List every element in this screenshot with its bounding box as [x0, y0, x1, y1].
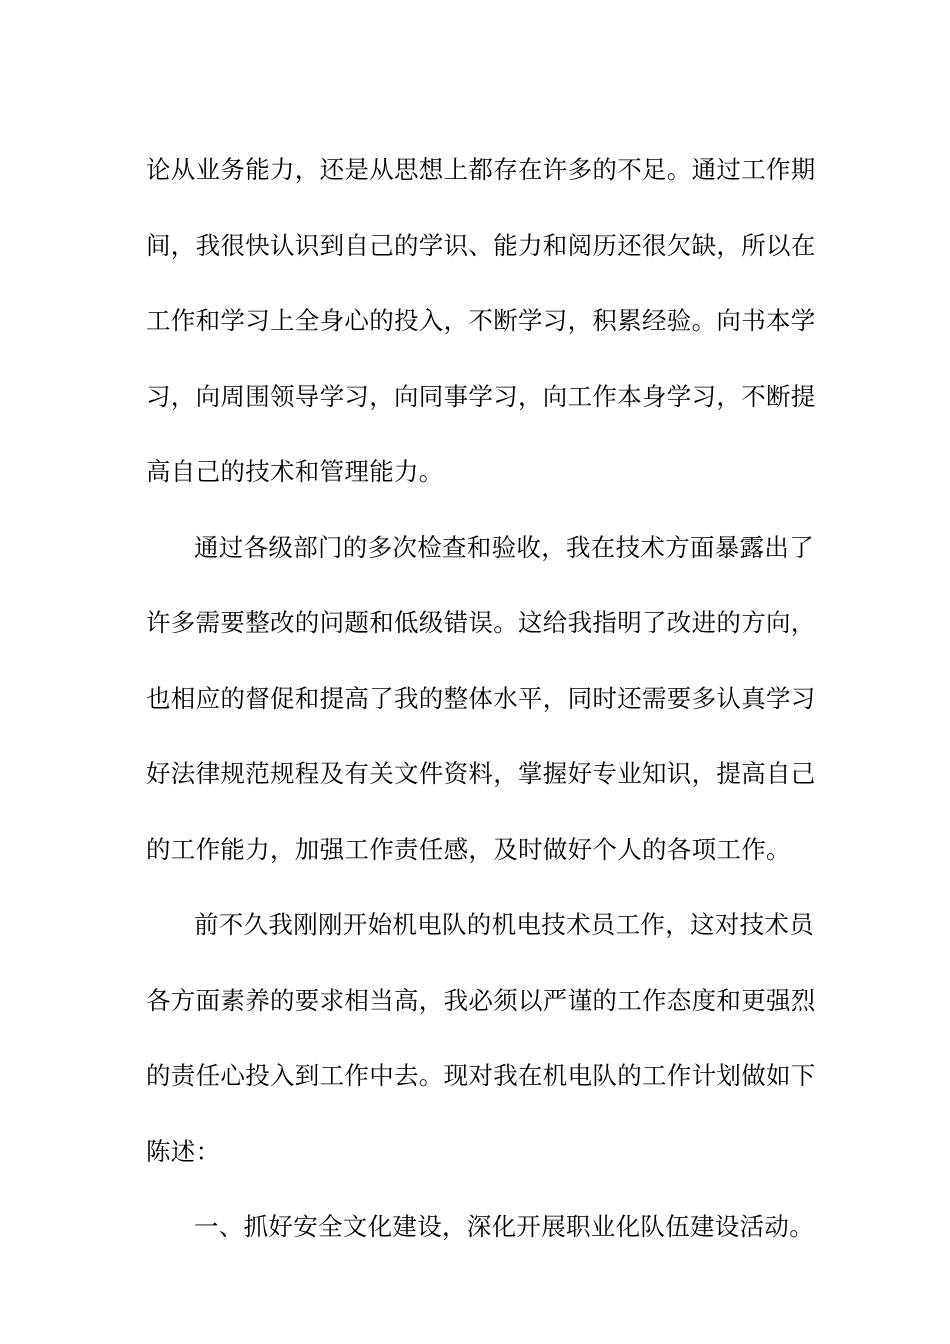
- paragraph-first-line: 通过各级部门的多次检查和验收，我在技术方面暴露出了: [194, 532, 814, 562]
- document-body: [146, 132, 816, 1265]
- text-line: 许多需要整改的问题和低级错误。这给我指明了改进的方向，: [146, 608, 816, 637]
- section-heading: 一、抓好安全文化建设，深化开展职业化队伍建设活动。: [194, 1212, 814, 1241]
- text-line: 高自己的技术和管理能力。: [146, 457, 444, 486]
- text-line: 论从业务能力，还是从思想上都存在许多的不足。通过工作期: [146, 155, 816, 184]
- text-line: 间，我很快认识到自己的学识、能力和阅历还很欠缺，所以在: [146, 230, 816, 260]
- text-line: 也相应的督促和提高了我的整体水平，同时还需要多认真学习: [146, 683, 816, 713]
- text-line: 各方面素养的要求相当高，我必须以严谨的工作态度和更强烈: [146, 985, 816, 1015]
- text-line: 的工作能力，加强工作责任感，及时做好个人的各项工作。: [146, 834, 791, 864]
- text-line: 的责任心投入到工作中去。现对我在机电队的工作计划做如下: [146, 1061, 816, 1090]
- text-line: 工作和学习上全身心的投入，不断学习，积累经验。向书本学: [146, 306, 816, 335]
- paragraph-first-line: 前不久我刚刚开始机电队的机电技术员工作，这对技术员: [194, 910, 814, 939]
- text-line: 习，向周围领导学习，向同事学习，向工作本身学习，不断提: [146, 381, 816, 411]
- text-line: 陈述：: [146, 1136, 221, 1166]
- text-line: 好法律规范规程及有关文件资料，掌握好专业知识，提高自己: [146, 759, 816, 788]
